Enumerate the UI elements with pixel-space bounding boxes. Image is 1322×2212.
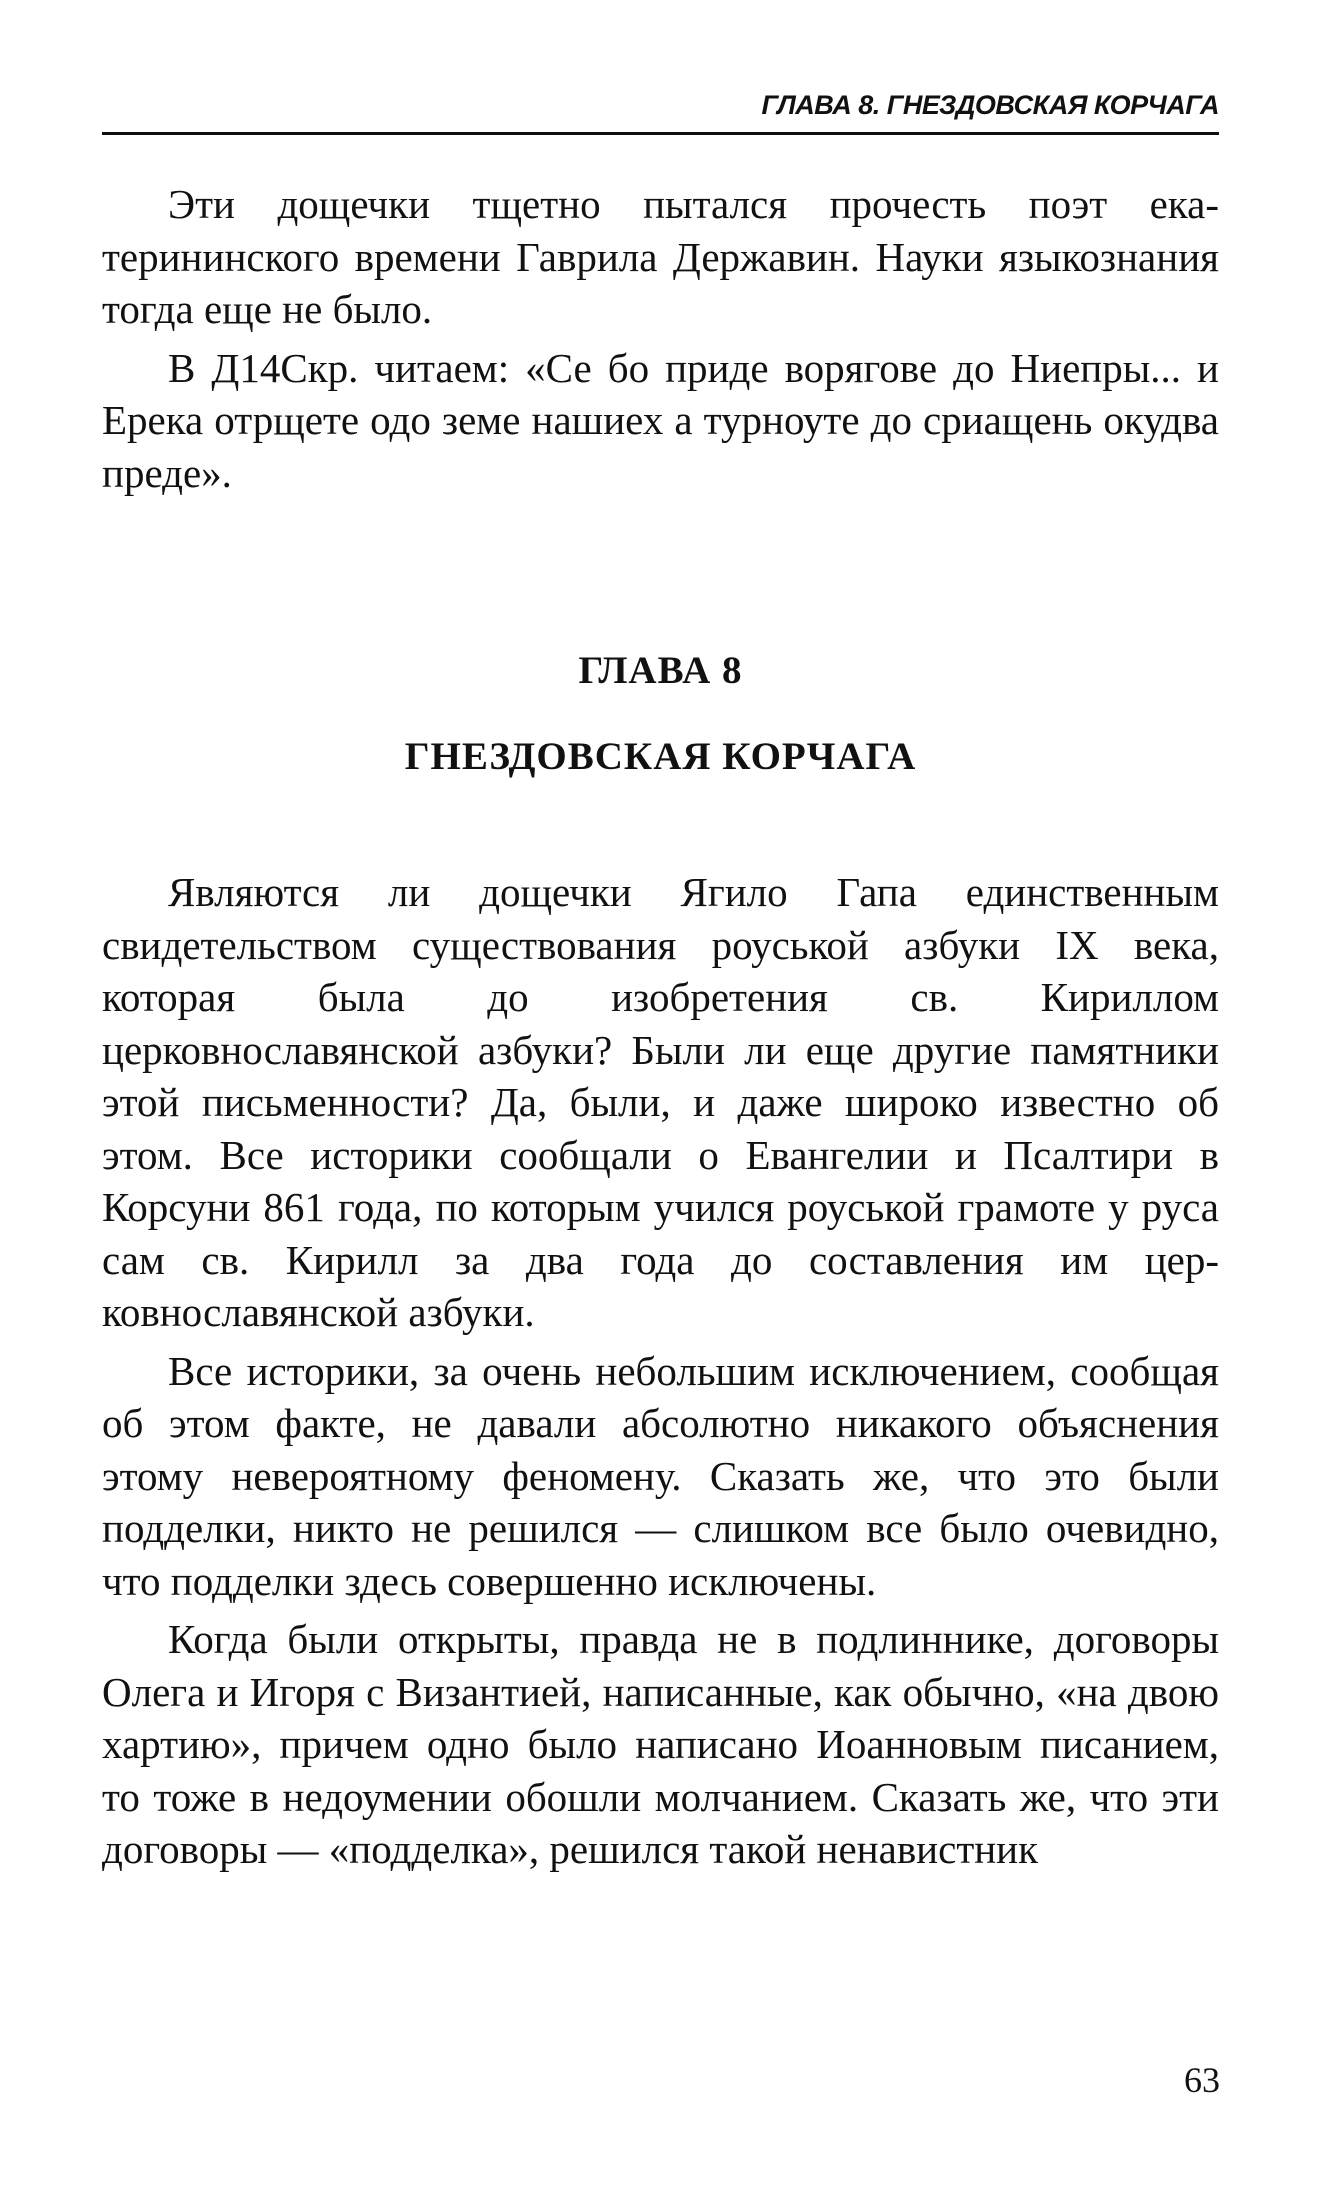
page-number: 63	[1184, 2060, 1220, 2100]
chapter-number: ГЛАВА 8	[578, 649, 743, 692]
paragraph: В Д14Скр. читаем: «Се бо приде ворягове до Ниепры... и Ерека отрщете одо земе нашиех а турноуте до сриащень окудва преде».	[102, 344, 1219, 496]
paragraph: Являются ли дощечки Ягило Гапа единственным свидетельством существования роуськой азбуки IX века, которая была до изобретения св. Кириллом церковнославянской азбуки? Были ли еще другие памятники этой письменности? Да, были, и даже широко известно об этом. Все историки сообщали о Евангелии и Псалтири в Корсуни 861 года, по которым учился роуськой грамоте у руса сам св. Кирилл за два года до составления им церковнославянской азбуки.	[102, 869, 1219, 1335]
running-header: ГЛАВА 8. ГНЕЗДОВСКАЯ КОРЧАГА	[102, 86, 1219, 135]
paragraph: Эти дощечки тщетно пытался прочесть поэт екатерининского времени Гаврила Державин. Науки языкознания тогда еще не было.	[102, 181, 1219, 332]
chapter-title: ГНЕЗДОВСКАЯ КОРЧАГА	[404, 735, 917, 778]
paragraph: Когда были открыты, правда не в подлиннике, договоры Олега и Игоря с Византией, написанные, как обычно, «на двою хартию», причем одно было написано Иоанновым писанием, то тоже в недоумении обошли молчанием. Сказать же, что эти договоры — «подделка», решился такой ненавистник	[102, 1616, 1219, 1872]
paragraph: Все историки, за очень небольшим исключением, сообщая об этом факте, не давали абсолютно никакого объяснения этому невероятному феномену. Сказать же, что это были подделки, никто не решился — слишком все было очевидно, что подделки здесь совершенно исключены.	[102, 1347, 1219, 1604]
top-text-block	[102, 178, 1219, 499]
main-text-block	[102, 866, 1219, 1876]
